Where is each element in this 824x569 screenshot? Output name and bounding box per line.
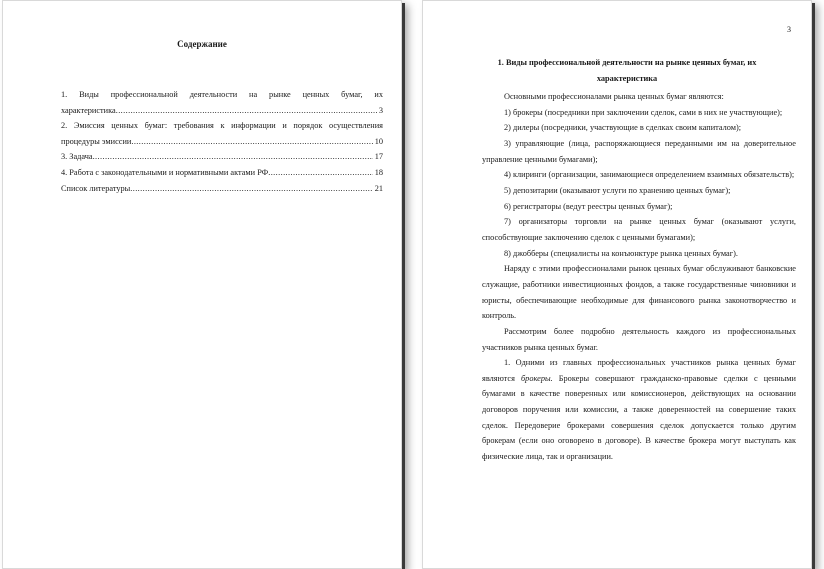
paragraph: Рассмотрим более подробно деятельность каждого из профессиональных участников рынка ценных бумаг. bbox=[482, 326, 796, 352]
toc-leader-dots bbox=[268, 165, 372, 181]
toc-entry-label: процедуры эмиссии bbox=[61, 136, 132, 146]
section-title bbox=[483, 55, 771, 86]
toc-entry-3[interactable] bbox=[61, 149, 383, 165]
toc-page-number: 17 bbox=[374, 152, 383, 162]
toc-leader-dots bbox=[131, 134, 372, 150]
toc-entry-text: 1. Виды профессиональной деятельности на рынке ценных бумаг, их bbox=[61, 90, 383, 99]
toc-title: Содержание bbox=[177, 39, 227, 49]
section-title-line-1: 1. Виды профессиональной деятельности на рынке ценных бумаг, их bbox=[497, 58, 757, 67]
toc-entry-4[interactable] bbox=[61, 165, 383, 181]
section-title-line-2: характеристика bbox=[596, 73, 658, 83]
page-number: 3 bbox=[787, 25, 791, 34]
list-item: 7) организаторы торговли на рынке ценных бумаг (оказывают услуги, способствующие заключению сделок с ценными бумагами); bbox=[482, 217, 796, 242]
body-text bbox=[482, 89, 796, 465]
toc-page-number: 18 bbox=[374, 167, 383, 177]
text-page bbox=[422, 0, 812, 569]
toc-entry-text: 2. Эмиссия ценных бумаг: требования к информации и порядок осуществления bbox=[61, 121, 383, 131]
paragraph bbox=[482, 355, 796, 465]
toc-list bbox=[61, 87, 383, 196]
list-item: 6) регистраторы (ведут реестры ценных бумаг); bbox=[504, 201, 673, 211]
list-item: 5) депозитарии (оказывают услуги по хранению ценных бумаг); bbox=[504, 185, 731, 195]
toc-page-number: 21 bbox=[374, 183, 383, 193]
list-item: 8) джобберы (специалисты на конъюнктуре рынка ценных бумаг). bbox=[504, 248, 738, 258]
paragraph-text: 1. Одними из главных профессиональных участников рынка ценных бумаг являются bbox=[482, 358, 796, 383]
paragraph-text: Брокеры совершают гражданско-правовые сделки с ценными бумагами в качестве поверенных или комиссионеров, действующих на основании договоров поручения или комиссии, а также доверенностей на совершение таких сделок. Передоверие брокерами совершения сделок допускается только другим брокерам (если оно оговорено в договоре). В качестве брокера могут выступать как физические лица, так и организации. bbox=[482, 373, 796, 462]
emphasis-term: брокеры. bbox=[521, 373, 553, 383]
toc-entry-label: 4. Работа с законодательными и нормативными актами РФ bbox=[61, 167, 269, 177]
paragraph: Наряду с этими профессионалами рынок ценных бумаг обслуживают банковские служащие, работники инвестиционных фондов, а также государственные чиновники и юристы, обеспечивающие необходимые для финансового рынка законотворчество и контроль. bbox=[482, 264, 796, 321]
toc-entry-5[interactable] bbox=[61, 181, 383, 197]
toc-page-number: 3 bbox=[378, 105, 383, 115]
toc-entry-1[interactable] bbox=[61, 87, 383, 118]
list-item: 1) брокеры (посредники при заключении сделок, сами в них не участвующие); bbox=[504, 107, 783, 117]
contents-page bbox=[2, 0, 402, 569]
toc-entry-label: характеристика bbox=[61, 105, 116, 115]
list-item: 2) дилеры (посредники, участвующие в сделках своим капиталом); bbox=[504, 123, 742, 133]
toc-leader-dots bbox=[93, 149, 373, 165]
toc-entry-2[interactable] bbox=[61, 118, 383, 149]
toc-leader-dots bbox=[116, 103, 377, 119]
list-item: 4) клиринги (организации, занимающиеся определением взаимных обязательств); bbox=[504, 170, 795, 180]
toc-entry-label: 3. Задача bbox=[61, 152, 93, 162]
paragraph: Основными профессионалами рынка ценных бумаг являются: bbox=[504, 92, 724, 101]
list-item: 3) управляющие (лица, распоряжающиеся переданными им на доверительное управление ценными бумагами); bbox=[482, 138, 796, 164]
toc-page-number: 10 bbox=[374, 136, 383, 146]
toc-leader-dots bbox=[130, 181, 372, 197]
toc-entry-label: Список литературы bbox=[61, 183, 131, 193]
